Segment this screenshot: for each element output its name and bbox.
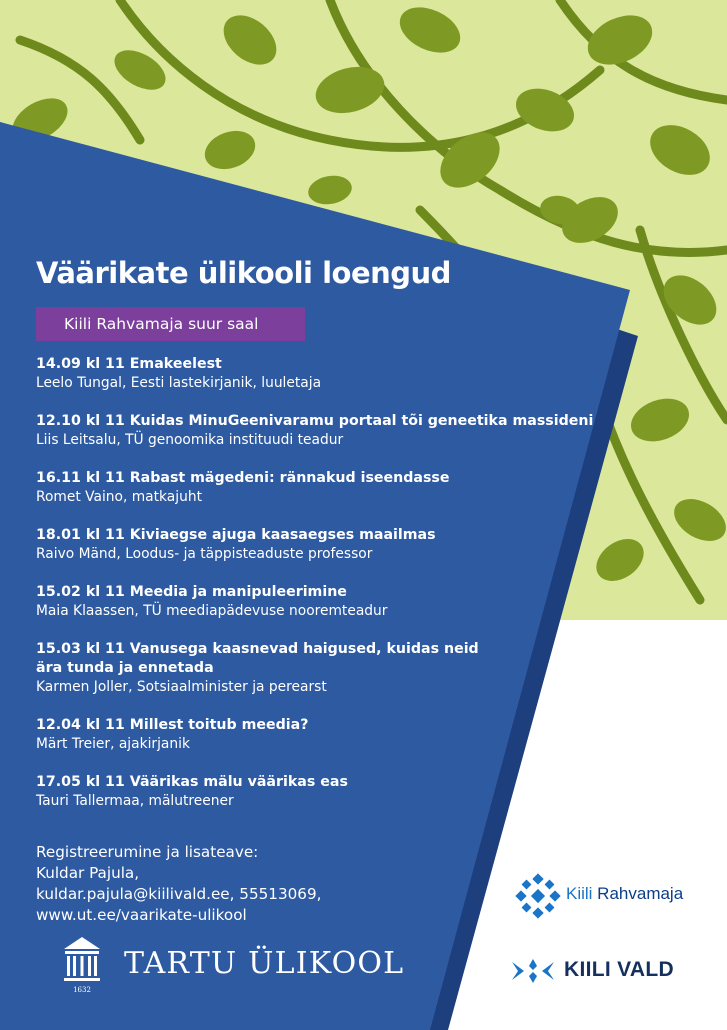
lecture-title: 12.04 kl 11 Millest toitub meedia? xyxy=(36,717,309,733)
lecture-speaker: Märt Treier, ajakirjanik xyxy=(36,736,190,752)
lecture-title: 17.05 kl 11 Väärikas mälu väärikas eas xyxy=(36,774,348,790)
lecture-item xyxy=(36,640,596,697)
registration-contact-name: Kuldar Pajula, xyxy=(36,864,140,882)
lecture-item xyxy=(36,469,596,507)
lecture-item xyxy=(36,773,596,811)
lecture-speaker: Raivo Mänd, Loodus- ja täppisteaduste professor xyxy=(36,546,373,562)
kiili-rahvamaja-logo-text xyxy=(566,884,683,904)
kiili-rahvamaja-snowflake-icon xyxy=(515,873,561,919)
university-building-icon xyxy=(62,935,102,995)
lecture-item xyxy=(36,526,596,564)
lecture-item xyxy=(36,412,596,450)
registration-contact[interactable]: kuldar.pajula@kiilivald.ee, 55513069, xyxy=(36,885,322,903)
lecture-title: 12.10 kl 11 Kuidas MinuGeenivaramu portaal tõi geneetika massideni xyxy=(36,413,594,429)
poster-title: Väärikate ülikooli loengud xyxy=(36,256,451,290)
venue-label: Kiili Rahvamaja suur saal xyxy=(36,307,305,341)
lecture-title: 15.02 kl 11 Meedia ja manipuleerimine xyxy=(36,584,347,600)
university-name: TARTU ÜLIKOOL xyxy=(124,946,405,981)
lecture-speaker: Romet Vaino, matkajuht xyxy=(36,489,202,505)
lecture-speaker: Tauri Tallermaa, mälutreener xyxy=(36,793,234,809)
lecture-speaker: Liis Leitsalu, TÜ genoomika instituudi teadur xyxy=(36,432,344,448)
university-year: 1632 xyxy=(73,986,91,994)
kr-name-part2: Rahvamaja xyxy=(597,884,684,903)
registration-heading: Registreerumine ja lisateave: xyxy=(36,843,259,861)
lecture-title: 16.11 kl 11 Rabast mägedeni: rännakud iseendasse xyxy=(36,470,450,486)
lecture-item xyxy=(36,355,596,393)
kr-name-part1: Kiili xyxy=(566,884,598,903)
lecture-speaker: Karmen Joller, Sotsiaalminister ja perearst xyxy=(36,679,327,695)
lecture-title: 14.09 kl 11 Emakeelest xyxy=(36,356,222,372)
lecture-item xyxy=(36,583,596,621)
registration-info xyxy=(36,842,321,926)
lecture-speaker: Maia Klaassen, TÜ meediapädevuse nooremteadur xyxy=(36,603,388,619)
lecture-list xyxy=(36,355,596,830)
lecture-title: 15.03 kl 11 Vanusega kaasnevad haigused, kuidas neid ära tunda ja ennetada xyxy=(36,641,479,676)
lecture-title: 18.01 kl 11 Kiviaegse ajuga kaasaegses maailmas xyxy=(36,527,436,543)
kiili-vald-logo-text: KIILI VALD xyxy=(564,958,674,981)
registration-url[interactable]: www.ut.ee/vaarikate-ulikool xyxy=(36,906,247,924)
kiili-vald-emblem-icon xyxy=(510,956,556,986)
lecture-speaker: Leelo Tungal, Eesti lastekirjanik, luuletaja xyxy=(36,375,322,391)
lecture-item xyxy=(36,716,596,754)
